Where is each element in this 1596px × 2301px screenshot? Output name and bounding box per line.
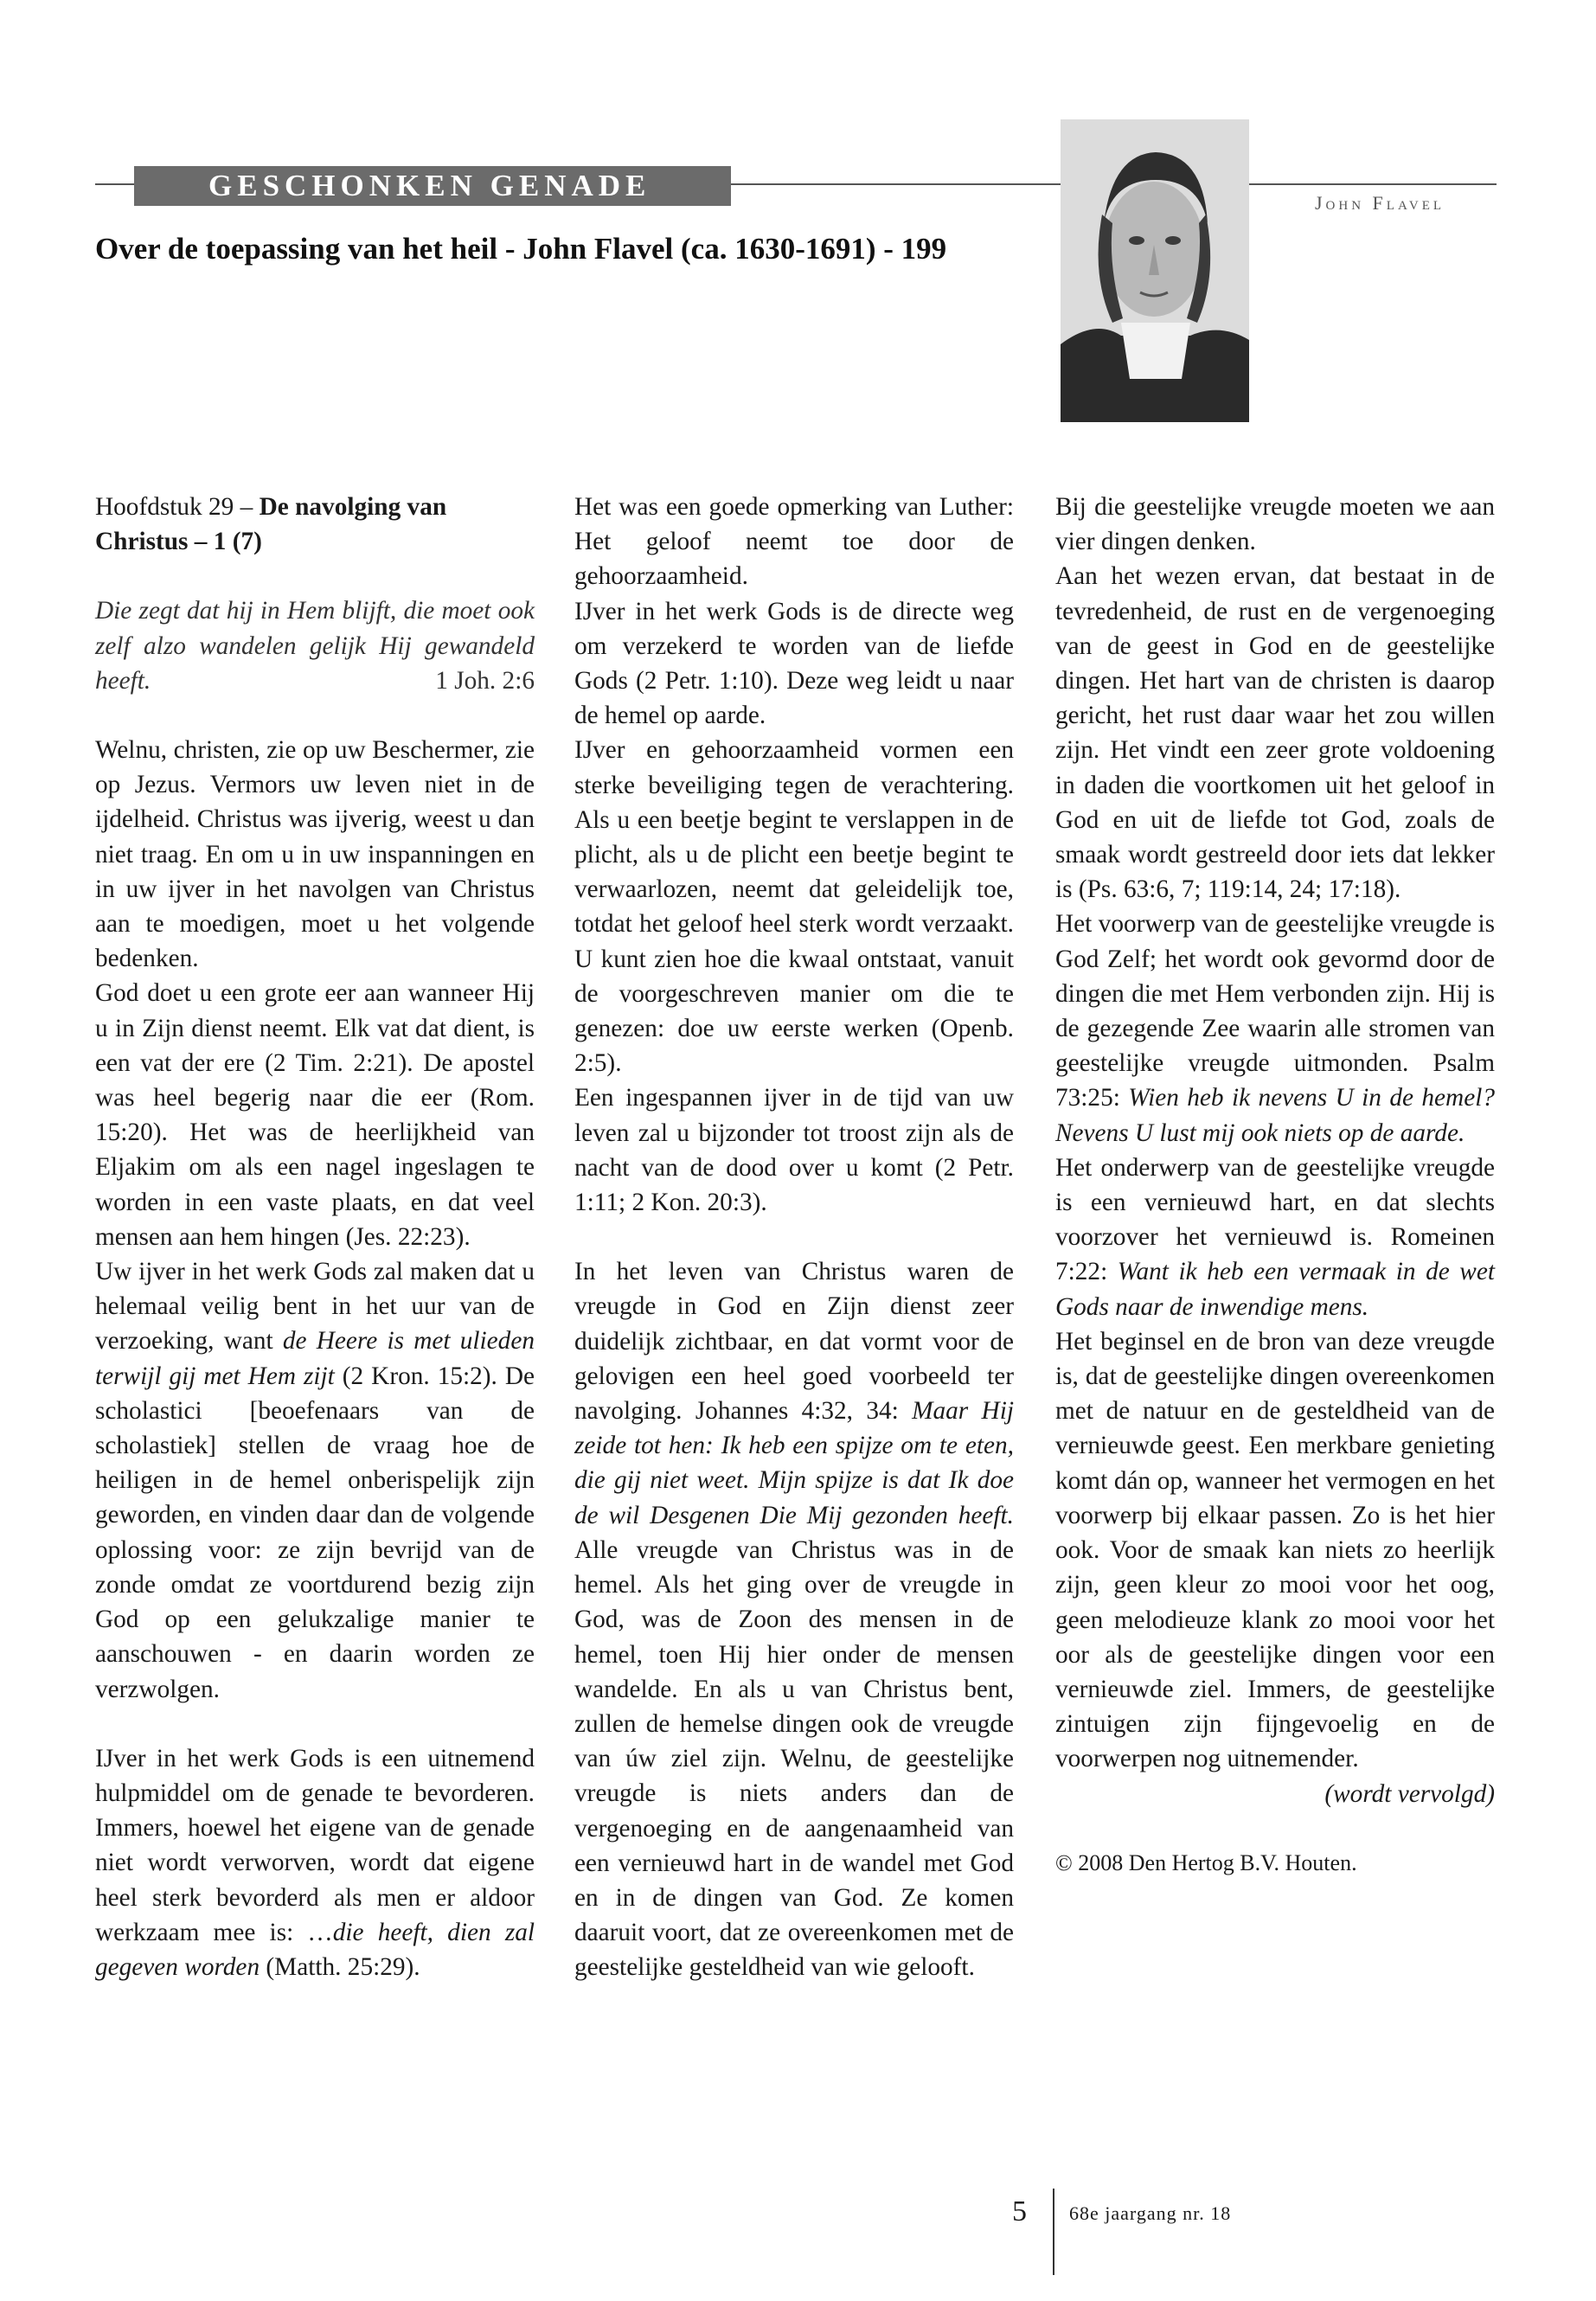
footer-divider xyxy=(1053,2189,1054,2275)
paragraph: God doet u een grote eer aan wanneer Hij u in Zijn dienst neemt. Elk vat dat dient, is een vat der ere (2 Tim. 2:21). De apostel was heel begerig naar die eer (Rom. 15:20). Het was de heerlijkheid van Eljakim om als een nagel ingeslagen te worden in een vaste plaats, en dat veel mensen aan hem hingen (Jes. 22:23). xyxy=(95,979,535,1251)
volume-info: 68e jaargang nr. 18 xyxy=(1069,2202,1232,2224)
epigraph-reference: 1 Joh. 2:6 xyxy=(435,666,535,695)
paragraph: Welnu, christen, zie op uw Beschermer, zie op Jezus. Vermors uw leven niet in de ijdelheid. Christus was ijverig, weest u dan niet traag. En om u in uw inspanningen en in uw ijver in het navolgen van Christus aan te moedigen, moet u het volgende bedenken. xyxy=(95,736,535,973)
paragraph: Het onderwerp van de geestelijke vreugde is een vernieuwd hart, en dat slechts voorzover het vernieuwd is. Romeinen 7:22: Want ik heb een vermaak in de wet Gods naar de inwendige mens. xyxy=(1055,1153,1495,1321)
paragraph: Aan het wezen ervan, dat bestaat in de tevredenheid, de rust en de vergenoeging van de geest in God en de geestelijke dingen. Het hart van de christen is daarop gericht, het rust daar waar het zou willen zijn. Het vindt een zeer grote voldoening in daden die voortkomen uit het geloof in God en uit de liefde tot God, zoals de smaak wordt gestreeld door iets dat lekker is (Ps. 63:6, 7; 119:14, 24; 17:18). xyxy=(1055,562,1495,904)
chapter-prefix: Hoofdstuk 29 – xyxy=(95,493,260,521)
paragraph: Uw ijver in het werk Gods zal maken dat u helemaal veilig bent in het uur van de verzoeking, want de Heere is met ulieden terwijl gij met Hem zijt (2 Kron. 15:2). De scholastici [beoefenaars van de scholastiek] stellen de vraag hoe de heiligen in de hemel onberispelijk zijn geworden, en vinden daar dan de volgende oplossing voor: ze zijn bevrijd van de zonde omdat ze voortdurend bezig zijn God op een gelukzalige manier te aanschouwen - en daarin worden ze verzwolgen. xyxy=(95,1258,535,1703)
author-portrait xyxy=(1061,119,1249,422)
paragraph: Een ingespannen ijver in de tijd van uw leven zal u bijzonder tot troost zijn als de nacht van de dood over u komt (2 Petr. 1:11; 2 Kon. 20:3). xyxy=(574,1084,1014,1217)
paragraph: Bij die geestelijke vreugde moeten we aan vier dingen denken. xyxy=(1055,493,1495,556)
page-number: 5 xyxy=(1012,2195,1027,2227)
scripture-quote: de Heere is met ulieden terwijl gij met Hem zijt xyxy=(95,1327,535,1390)
section-title: GESCHONKEN GENADE xyxy=(134,166,731,206)
article-subtitle: Over de toepassing van het heil - John Flavel (ca. 1630-1691) - 199 xyxy=(95,232,947,266)
scripture-quote: Want ik heb een vermaak in de wet Gods naar de inwendige mens. xyxy=(1055,1258,1495,1321)
text-column-2 xyxy=(574,490,1014,1985)
epigraph-text: Die zegt dat hij in Hem blijft, die moet ook zelf alzo wandelen gelijk Hij gewandeld heeft. xyxy=(95,597,535,695)
continued-note: (wordt vervolgd) xyxy=(1324,1779,1495,1808)
scripture-quote: die heeft, dien zal gegeven worden xyxy=(95,1918,535,1981)
paragraph: Het beginsel en de bron van deze vreugde is, dat de geestelijke dingen overeenkomen met de natuur en de gesteldheid van de vernieuwde geest. Een merkbare genieting komt dán op, wanneer het vermogen en het voorwerp bij elkaar passen. Zo is het hier ook. Voor de smaak kan niets zo heerlijk zijn, geen kleur zo mooi voor het oog, geen melodieuze klank zo mooi voor het oor als de geestelijke dingen voor een vernieuwde ziel. Immers, de geestelijke zintuigen zijn fijngevoelig en de voorwerpen nog uitnemender. xyxy=(1055,1327,1495,1773)
paragraph: Het was een goede opmerking van Luther: Het geloof neemt toe door de gehoorzaamheid. xyxy=(574,493,1014,591)
paragraph: In het leven van Christus waren de vreugde in God en Zijn dienst zeer duidelijk zichtbaar, en dat vormt voor de gelovigen een heel goed voorbeeld ter navolging. Johannes 4:32, 34: Maar Hij zeide tot hen: Ik heb een spijze om te eten, die gij niet weet. Mijn spijze is dat Ik doe de wil Desgenen Die Mij gezonden heeft. Alle vreugde van Christus was in de hemel. Als het ging over de vreugde in God, was de Zoon des mensen in de hemel, toen Hij hier onder de mensen wandelde. En als u van Christus bent, zullen de hemelse dingen ook de vreugde van úw ziel zijn. Welnu, de geestelijke vreugde is niets anders dan de vergenoeging en de aangenaamheid van een vernieuwd hart in de wandel met God en in de dingen van God. Ze komen daaruit voort, dat ze overeenkomen met de geestelijke gesteldheid van wie gelooft. xyxy=(574,1258,1014,1982)
paragraph: IJver en gehoorzaamheid vormen een sterke beveiliging tegen de verachtering. Als u een beetje begint te verslappen in de plicht, als u de plicht een beetje begint te verwaarlozen, neemt dat geleidelijk toe, totdat het geloof heel sterk wordt verzaakt. U kunt zien hoe die kwaal ontstaat, vanuit de voorgeschreven manier om die te genezen: doe uw eerste werken (Openb. 2:5). xyxy=(574,736,1014,1078)
text-column-1 xyxy=(95,490,535,1984)
paragraph: IJver in het werk Gods is een uitnemend hulpmiddel om de genade te bevorderen. Immers, hoewel het eigene van de genade niet wordt verworven, wordt dat eigene heel sterk bevorderd als men er aldoor werkzaam mee is: …die heeft, dien zal gegeven worden (Matth. 25:29). xyxy=(95,1744,535,1981)
paragraph: IJver in het werk Gods is de directe weg om verzekerd te worden van de liefde Gods (2 Petr. 1:10). Deze weg leidt u naar de hemel op aarde. xyxy=(574,597,1014,730)
chapter-title: De navolging van Christus – 1 (7) xyxy=(95,493,447,556)
scripture-quote: Wien heb ik nevens U in de hemel? Nevens U lust mij ook niets op de aarde. xyxy=(1055,1084,1495,1147)
paragraph: Het voorwerp van de geestelijke vreugde is God Zelf; het wordt ook gevormd door de dingen die met Hem verbonden zijn. Hij is de gezegende Zee waarin alle stromen van geestelijke vreugde uitmonden. Psalm 73:25: Wien heb ik nevens U in de hemel? Nevens U lust mij ook niets op de aarde. xyxy=(1055,910,1495,1147)
author-name: John Flavel xyxy=(1315,192,1445,214)
chapter-heading xyxy=(95,490,535,559)
copyright-notice: © 2008 Den Hertog B.V. Houten. xyxy=(1055,1849,1357,1875)
epigraph xyxy=(95,593,535,698)
scripture-quote: Maar Hij zeide tot hen: Ik heb een spijze om te eten, die gij niet weet. Mijn spijze is dat Ik doe de wil Desgenen Die Mij gezonden heeft. xyxy=(574,1397,1014,1529)
text-column-3 xyxy=(1055,490,1495,1881)
